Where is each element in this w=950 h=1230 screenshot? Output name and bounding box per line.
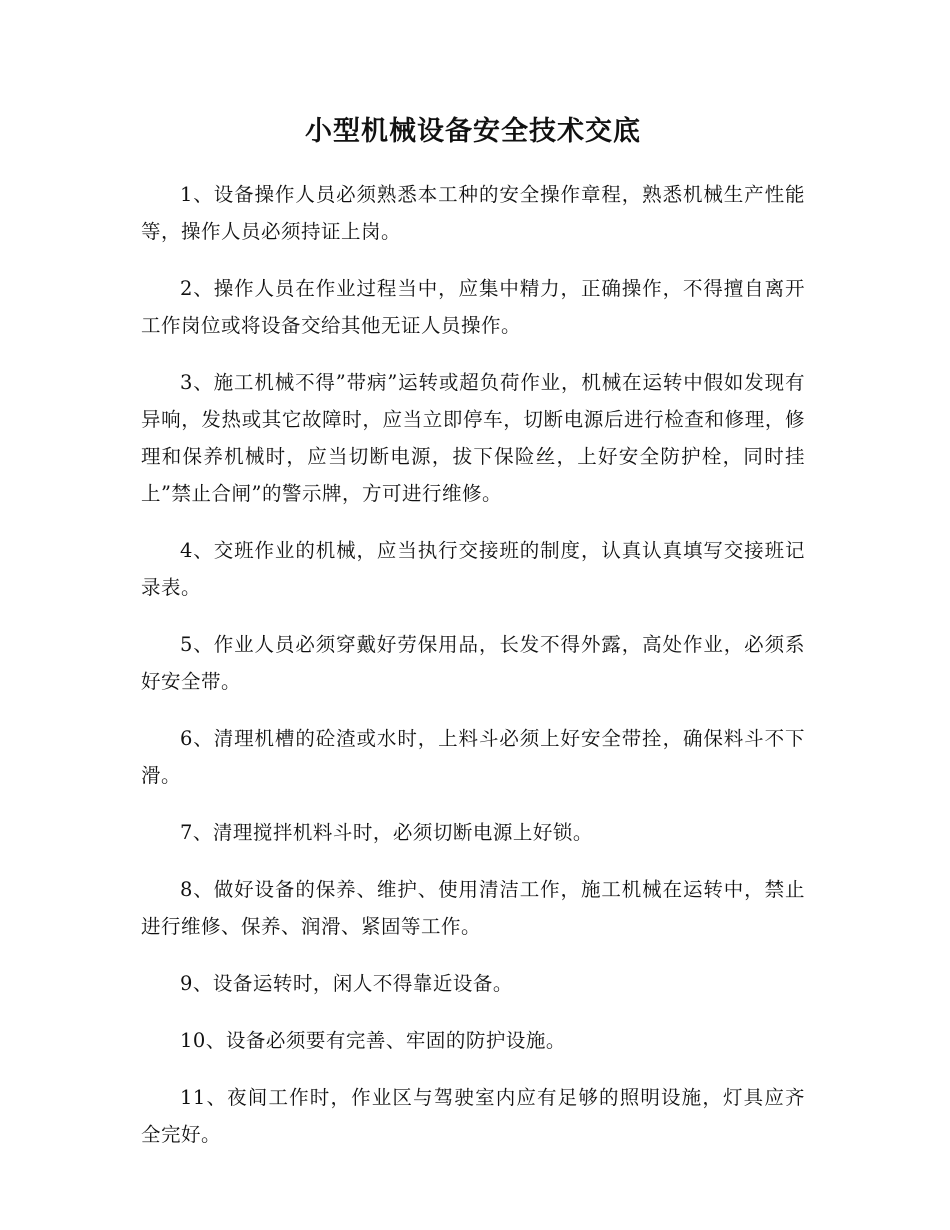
clause-1: 1、设备操作人员必须熟悉本工种的安全操作章程，熟悉机械生产性能等，操作人员必须持证上岗。: [141, 183, 805, 243]
clause-8: 8、做好设备的保养、维护、使用清洁工作，施工机械在运转中，禁止进行维修、保养、润滑、紧固等工作。: [141, 878, 805, 938]
clause-3: 3、施工机械不得”带病”运转或超负荷作业，机械在运转中假如发现有异响，发热或其它故障时，应当立即停车，切断电源后进行检查和修理，修理和保养机械时，应当切断电源，拔下保险丝，上好安全防护栓，同时挂上”禁止合闸”的警示牌，方可进行维修。: [141, 371, 805, 505]
clause-7: 7、清理搅拌机料斗时，必须切断电源上好锁。: [180, 821, 593, 844]
clause-10: 10、设备必须要有完善、牢固的防护设施。: [180, 1029, 566, 1052]
document-page: [141, 108, 805, 1173]
document-title: 小型机械设备安全技术交底: [305, 116, 641, 147]
clause-9: 9、设备运转时，闲人不得靠近设备。: [180, 972, 513, 995]
clause-6: 6、清理机槽的砼渣或水时，上料斗必须上好安全带拴，确保料斗不下滑。: [141, 727, 805, 787]
clause-5: 5、作业人员必须穿戴好劳保用品，长发不得外露，高处作业，必须系好安全带。: [141, 633, 805, 693]
clause-2: 2、操作人员在作业过程当中，应集中精力，正确操作，不得擅自离开工作岗位或将设备交给其他无证人员操作。: [141, 277, 805, 337]
clause-11: 11、夜间工作时，作业区与驾驶室内应有足够的照明设施，灯具应齐全完好。: [141, 1086, 805, 1146]
clause-4: 4、交班作业的机械，应当执行交接班的制度，认真认真填写交接班记录表。: [141, 539, 805, 599]
